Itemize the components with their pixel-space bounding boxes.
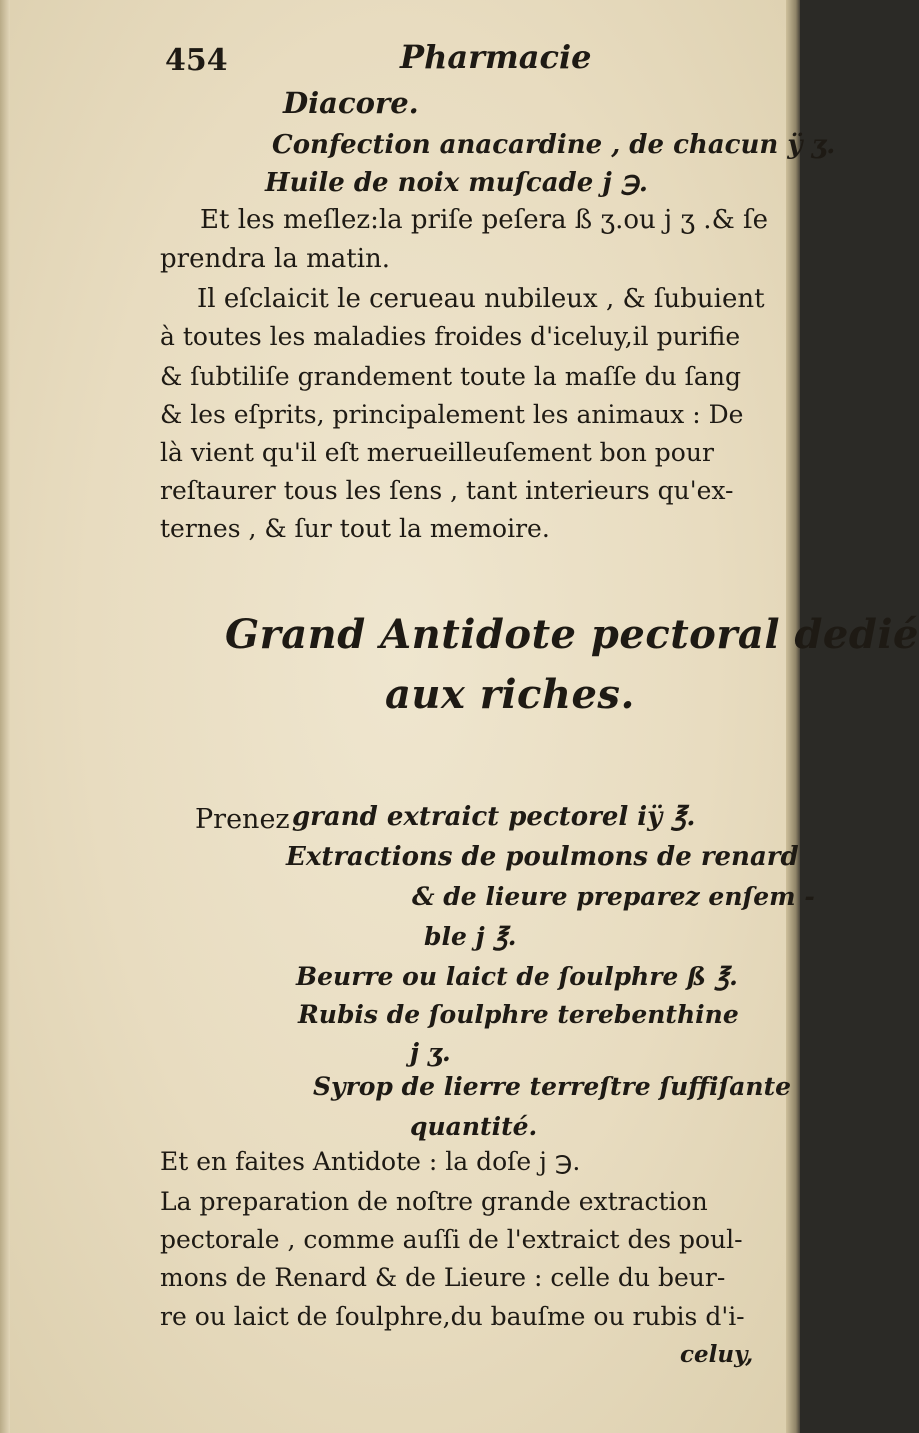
recipe2-line-8: Syrop de lierre terreſtre ſuffiſante: [313, 1072, 792, 1101]
recipe2-line-9: quantité.: [410, 1112, 538, 1141]
para3-line-1: Et en faites Antidote : la doſe j ℈.: [160, 1147, 581, 1176]
para2-line-6: reſtaurer tous les ſens , tant interieurs qu'ex-: [160, 476, 734, 505]
section-title-line-1: Grand Antidote pectoral dedié: [225, 611, 919, 658]
recipe1-line-3: Huile de noix muſcade j ℈.: [265, 168, 648, 198]
para2-line-7: ternes , & ſur tout la memoire.: [160, 514, 550, 543]
recipe2-line-5: Beurre ou laict de ſoulphre ß ℥.: [296, 962, 738, 991]
recipe2-line-4: ble j ℥.: [424, 922, 517, 951]
page-number: 454: [165, 43, 228, 78]
para2-line-5: là vient qu'il eſt merueilleuſement bon pour: [160, 438, 714, 467]
recipe2-line-6: Rubis de ſoulphre terebenthine: [298, 1000, 739, 1029]
recipe2-prenez: Prenez: [195, 804, 290, 835]
section-title-line-2: aux riches.: [385, 671, 635, 718]
para2-line-3: & ſubtiliſe grandement toute la maſſe du ſang: [160, 362, 741, 391]
recipe2-line-7: j ʒ.: [410, 1038, 451, 1067]
running-title: Pharmacie: [400, 38, 592, 76]
para3-line-3: pectorale , comme auſſi de l'extraict des poul-: [160, 1225, 743, 1254]
para2-line-2: à toutes les maladies froides d'iceluy,il purifie: [160, 322, 741, 351]
para1-line-2: prendra la matin.: [160, 244, 391, 274]
recipe2-line-2: Extractions de poulmons de renard: [286, 842, 799, 872]
recipe1-line-1: Diacore.: [283, 86, 419, 120]
para3-line-5: re ou laict de ſoulphre,du bauſme ou rubis d'i-: [160, 1302, 745, 1331]
para3-line-4: mons de Renard & de Lieure : celle du beur-: [160, 1263, 726, 1292]
recipe2-line-1: grand extraict pectorel iÿ ℥.: [292, 802, 696, 832]
para3-line-2: La preparation de noſtre grande extraction: [160, 1187, 708, 1216]
page-binding-shadow: [786, 0, 800, 1433]
para1-line-1: Et les meſlez:la priſe peſera ß ʒ.ou j ʒ .& ſe: [200, 205, 768, 235]
recipe2-line-3: & de lieure preparez enſem -: [412, 882, 815, 911]
recipe1-line-2: Confection anacardine , de chacun ÿ ʒ.: [272, 130, 836, 160]
para3-line-6: celuy,: [680, 1341, 754, 1368]
para2-line-1: Il eſclaicit le cerueau nubileux , & ſubuient: [197, 284, 765, 314]
para2-line-4: & les eſprits, principalement les animaux : De: [160, 400, 744, 429]
page-left-edge: [0, 0, 10, 1433]
